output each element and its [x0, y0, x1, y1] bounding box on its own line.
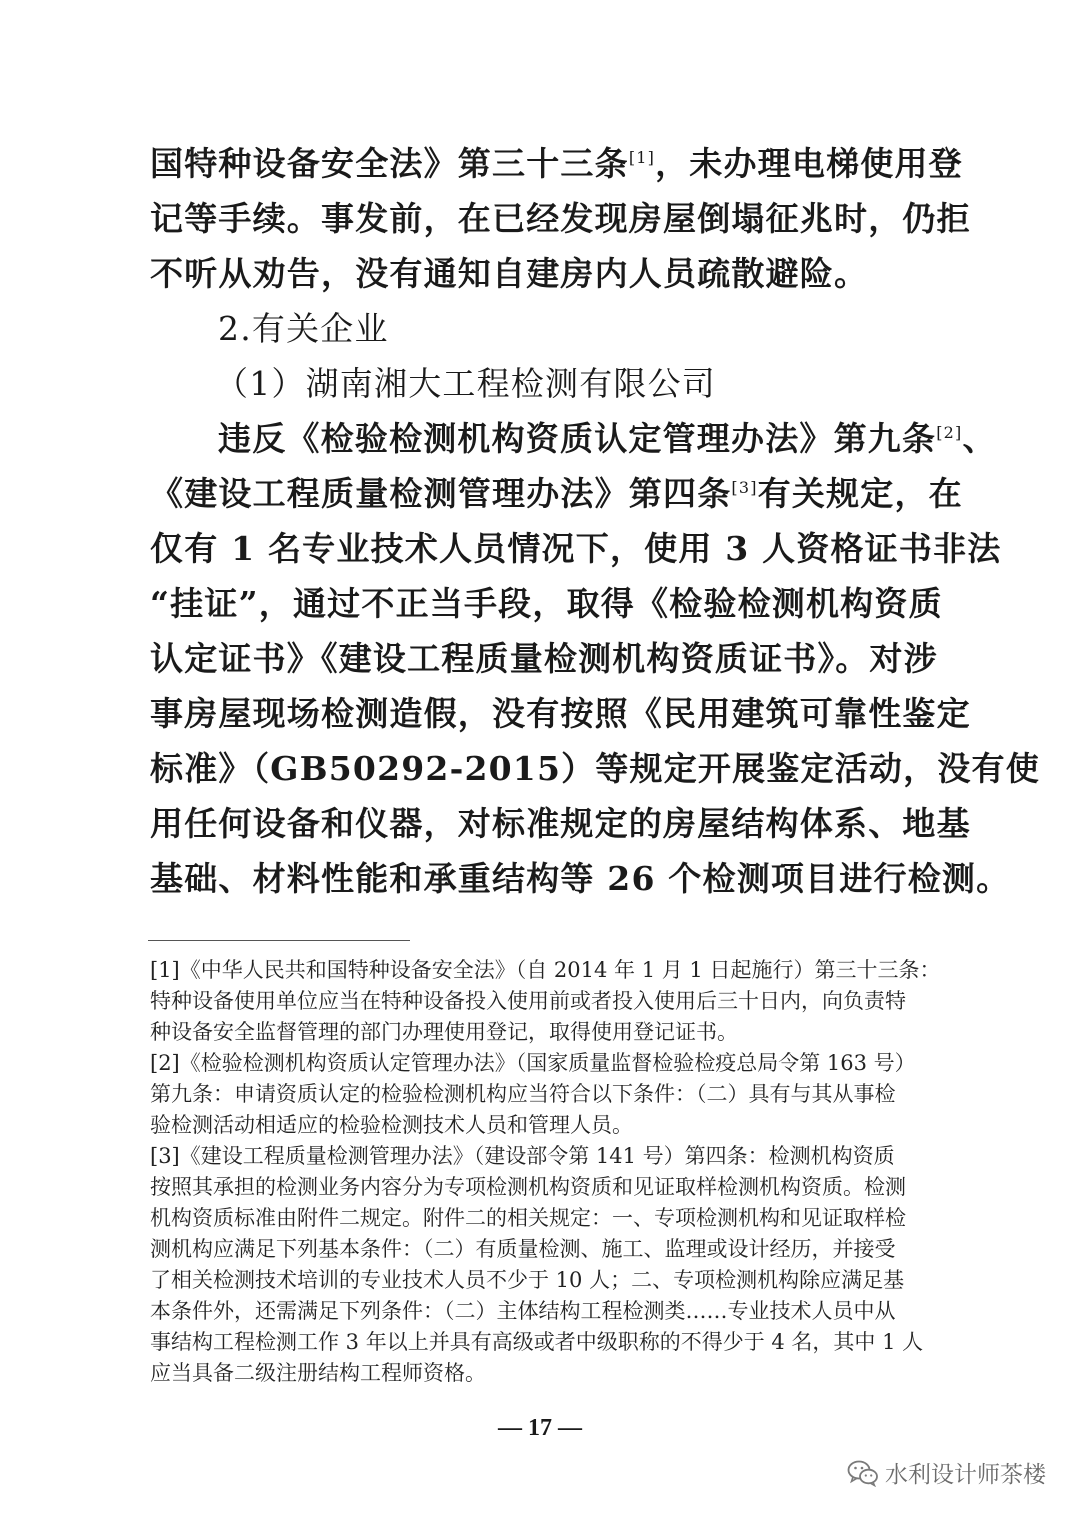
body-line: 基础、材料性能和承重结构等 26 个检测项目进行检测。 [150, 859, 1011, 898]
body-line: 仅有 1 名专业技术人员情况下，使用 3 人资格证书非法 [150, 529, 1002, 568]
footnote-2-line: [2]《检验检测机构资质认定管理办法》（国家质量监督检验检疫总局令第 163 号） [150, 1051, 916, 1075]
footnote-1-line: [1]《中华人民共和国特种设备安全法》（自 2014 年 1 月 1 日起施行）第三十三条： [150, 958, 941, 982]
footnote-3-line: 测机构应满足下列基本条件：（二）有质量检测、施工、监理或设计经历，并接受 [150, 1237, 896, 1261]
section-heading: 2.有关企业 [218, 309, 389, 348]
watermark-text: 水利设计师茶楼 [885, 1462, 1046, 1488]
footnote-ref[interactable]: [1] [628, 148, 656, 167]
footnote-3-line: 按照其承担的检测业务内容分为专项检测机构资质和见证取样检测机构资质。检测 [150, 1175, 906, 1199]
body-line: 标准》（GB50292-2015）等规定开展鉴定活动，没有使 [150, 749, 1040, 788]
wechat-icon [847, 1459, 879, 1487]
page-number: — 17 — [498, 1415, 582, 1441]
footnote-ref[interactable]: [2] [936, 423, 963, 442]
body-line: 违反《检验检测机构资质认定管理办法》第九条[2]、 [218, 419, 997, 458]
footnote-3-line: 本条件外，还需满足下列条件：（二）主体结构工程检测类……专业技术人员中从 [150, 1299, 896, 1323]
body-line: 事房屋现场检测造假，没有按照《民用建筑可靠性鉴定 [150, 694, 971, 733]
footnote-3-line: 事结构工程检测工作 3 年以上并具有高级或者中级职称的不得少于 4 名，其中 1 人 [150, 1330, 924, 1354]
body-line: “挂证”，通过不正当手段，取得《检验检测机构资质 [150, 584, 943, 623]
body-line: 记等手续。事发前，在已经发现房屋倒塌征兆时，仍拒 [150, 199, 971, 238]
footnote-2-line: 验检测活动相适应的检验检测技术人员和管理人员。 [150, 1113, 633, 1137]
footnote-1-line: 特种设备使用单位应当在特种设备投入使用前或者投入使用后三十日内，向负责特 [150, 989, 906, 1013]
footnote-3-line: [3]《建设工程质量检测管理办法》（建设部令第 141 号）第四条：检测机构资质 [150, 1144, 895, 1168]
footnote-3-line: 了相关检测技术培训的专业技术人员不少于 10 人；二、专项检测机构除应满足基 [150, 1268, 905, 1292]
footnote-2-line: 第九条：申请资质认定的检验检测机构应当符合以下条件：（二）具有与其从事检 [150, 1082, 896, 1106]
watermark [847, 1456, 1046, 1489]
footnote-1-line: 种设备安全监督管理的部门办理使用登记，取得使用登记证书。 [150, 1020, 738, 1044]
footnote-separator [148, 940, 410, 941]
footnote-3-line: 应当具备二级注册结构工程师资格。 [150, 1361, 486, 1385]
footnote-3-line: 机构资质标准由附件二规定。附件二的相关规定：一、专项检测机构和见证取样检 [150, 1206, 906, 1230]
body-line: 认定证书》《建设工程质量检测机构资质证书》。对涉 [150, 639, 938, 678]
body-line: 国特种设备安全法》第三十三条[1]，未办理电梯使用登 [150, 144, 963, 183]
footnote-ref[interactable]: [3] [731, 478, 758, 497]
subsection-heading: （1）湖南湘大工程检测有限公司 [215, 364, 716, 403]
body-line: 不听从劝告，没有通知自建房内人员疏散避险。 [150, 254, 869, 293]
body-line: 《建设工程质量检测管理办法》第四条[3]有关规定，在 [150, 474, 963, 513]
body-line: 用任何设备和仪器，对标准规定的房屋结构体系、地基 [150, 804, 971, 843]
